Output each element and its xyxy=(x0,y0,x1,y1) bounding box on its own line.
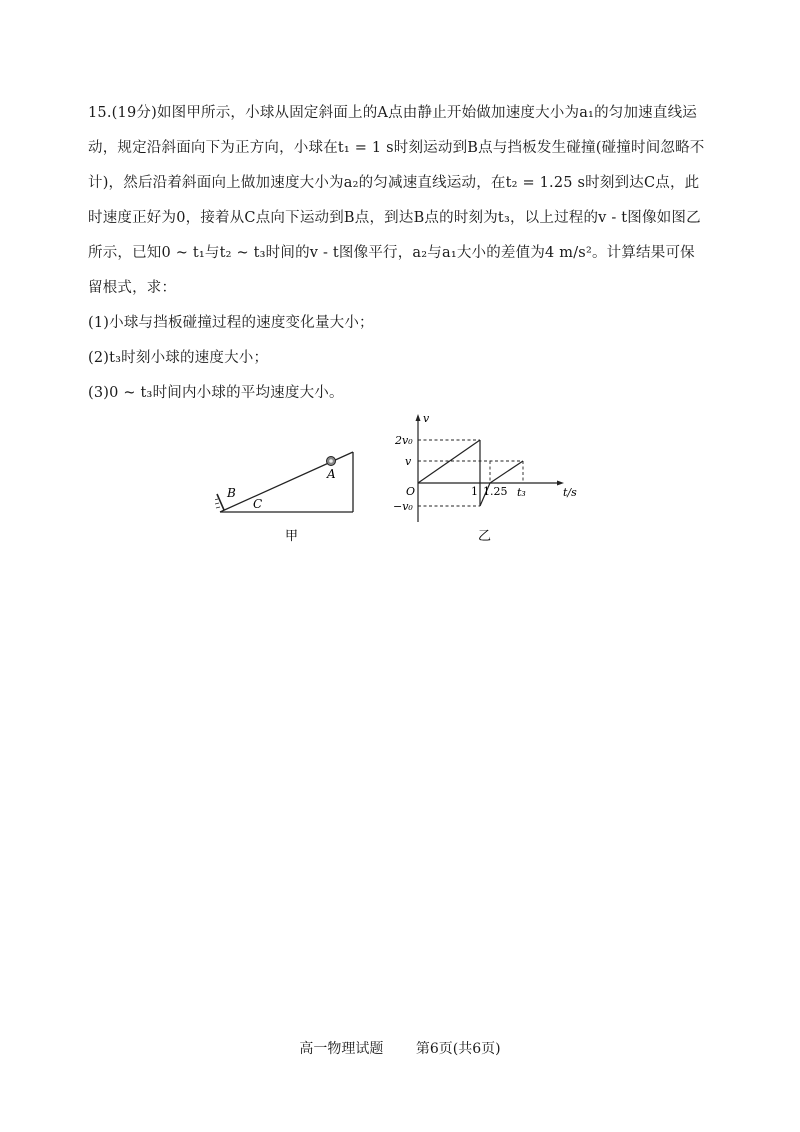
sub-question-2: (2)t₃时刻小球的速度大小； xyxy=(88,350,269,366)
question-number: 15. xyxy=(88,105,112,121)
origin-label: O xyxy=(406,485,416,498)
label-A: A xyxy=(327,467,336,481)
tick-t3: t₃ xyxy=(517,486,526,499)
footer-page-number: 第6页(共6页) xyxy=(415,1041,501,1057)
caption-yi: 乙 xyxy=(478,529,492,544)
question-text: 如图甲所示，小球从固定斜面上的A点由静止开始做加速度大小为a₁的匀加速直线运动，规定沿斜面向下为正方向，小球在t₁ = 1 s时刻运动到B点与挡板发生碰撞(碰撞时间忽略不计)，然后沿着斜面向上做加速度大小为a₂的匀减速直线运动，在t₂ = 1.25 s时刻到达C点，此时速度正好为0，接着从C点向下运动到B点，到达B点的时刻为t₃，以上过程的v - t图像如图乙所示，已知0 ~ t₁与t₂ ~ t₃时间的v - t图像平行，a₂与a₁大小的差值为4 m/s²。计算结果可保留根式，求： xyxy=(88,105,705,296)
segment-return xyxy=(490,461,523,483)
incline-figure xyxy=(215,450,365,570)
sub-question-1: (1)小球与挡板碰撞过程的速度变化量大小； xyxy=(88,315,374,331)
tick-neg-v0: −v₀ xyxy=(393,500,413,513)
y-axis-label: v xyxy=(423,412,430,425)
sub-question-3: (3)0 ~ t₃时间内小球的平均速度大小。 xyxy=(88,385,344,401)
tick-v: v xyxy=(405,455,412,468)
problem-15 xyxy=(88,96,708,411)
vt-graph xyxy=(365,410,605,545)
label-B: B xyxy=(227,486,236,500)
footer-subject: 高一物理试题 xyxy=(299,1041,384,1057)
caption-jia: 甲 xyxy=(285,529,299,544)
y-axis-arrow xyxy=(416,414,421,421)
segment-accelerate xyxy=(418,440,480,483)
label-C: C xyxy=(253,497,263,511)
tick-2v0: 2v₀ xyxy=(395,434,413,447)
tick-1: 1 xyxy=(471,485,478,498)
question-score: (19分) xyxy=(111,105,157,121)
tick-125: 1.25 xyxy=(483,485,508,498)
page-footer xyxy=(0,1038,800,1058)
question-stem xyxy=(88,96,708,306)
figures xyxy=(0,410,800,550)
x-axis-arrow xyxy=(557,481,564,486)
x-axis-label: t/s xyxy=(563,486,577,499)
